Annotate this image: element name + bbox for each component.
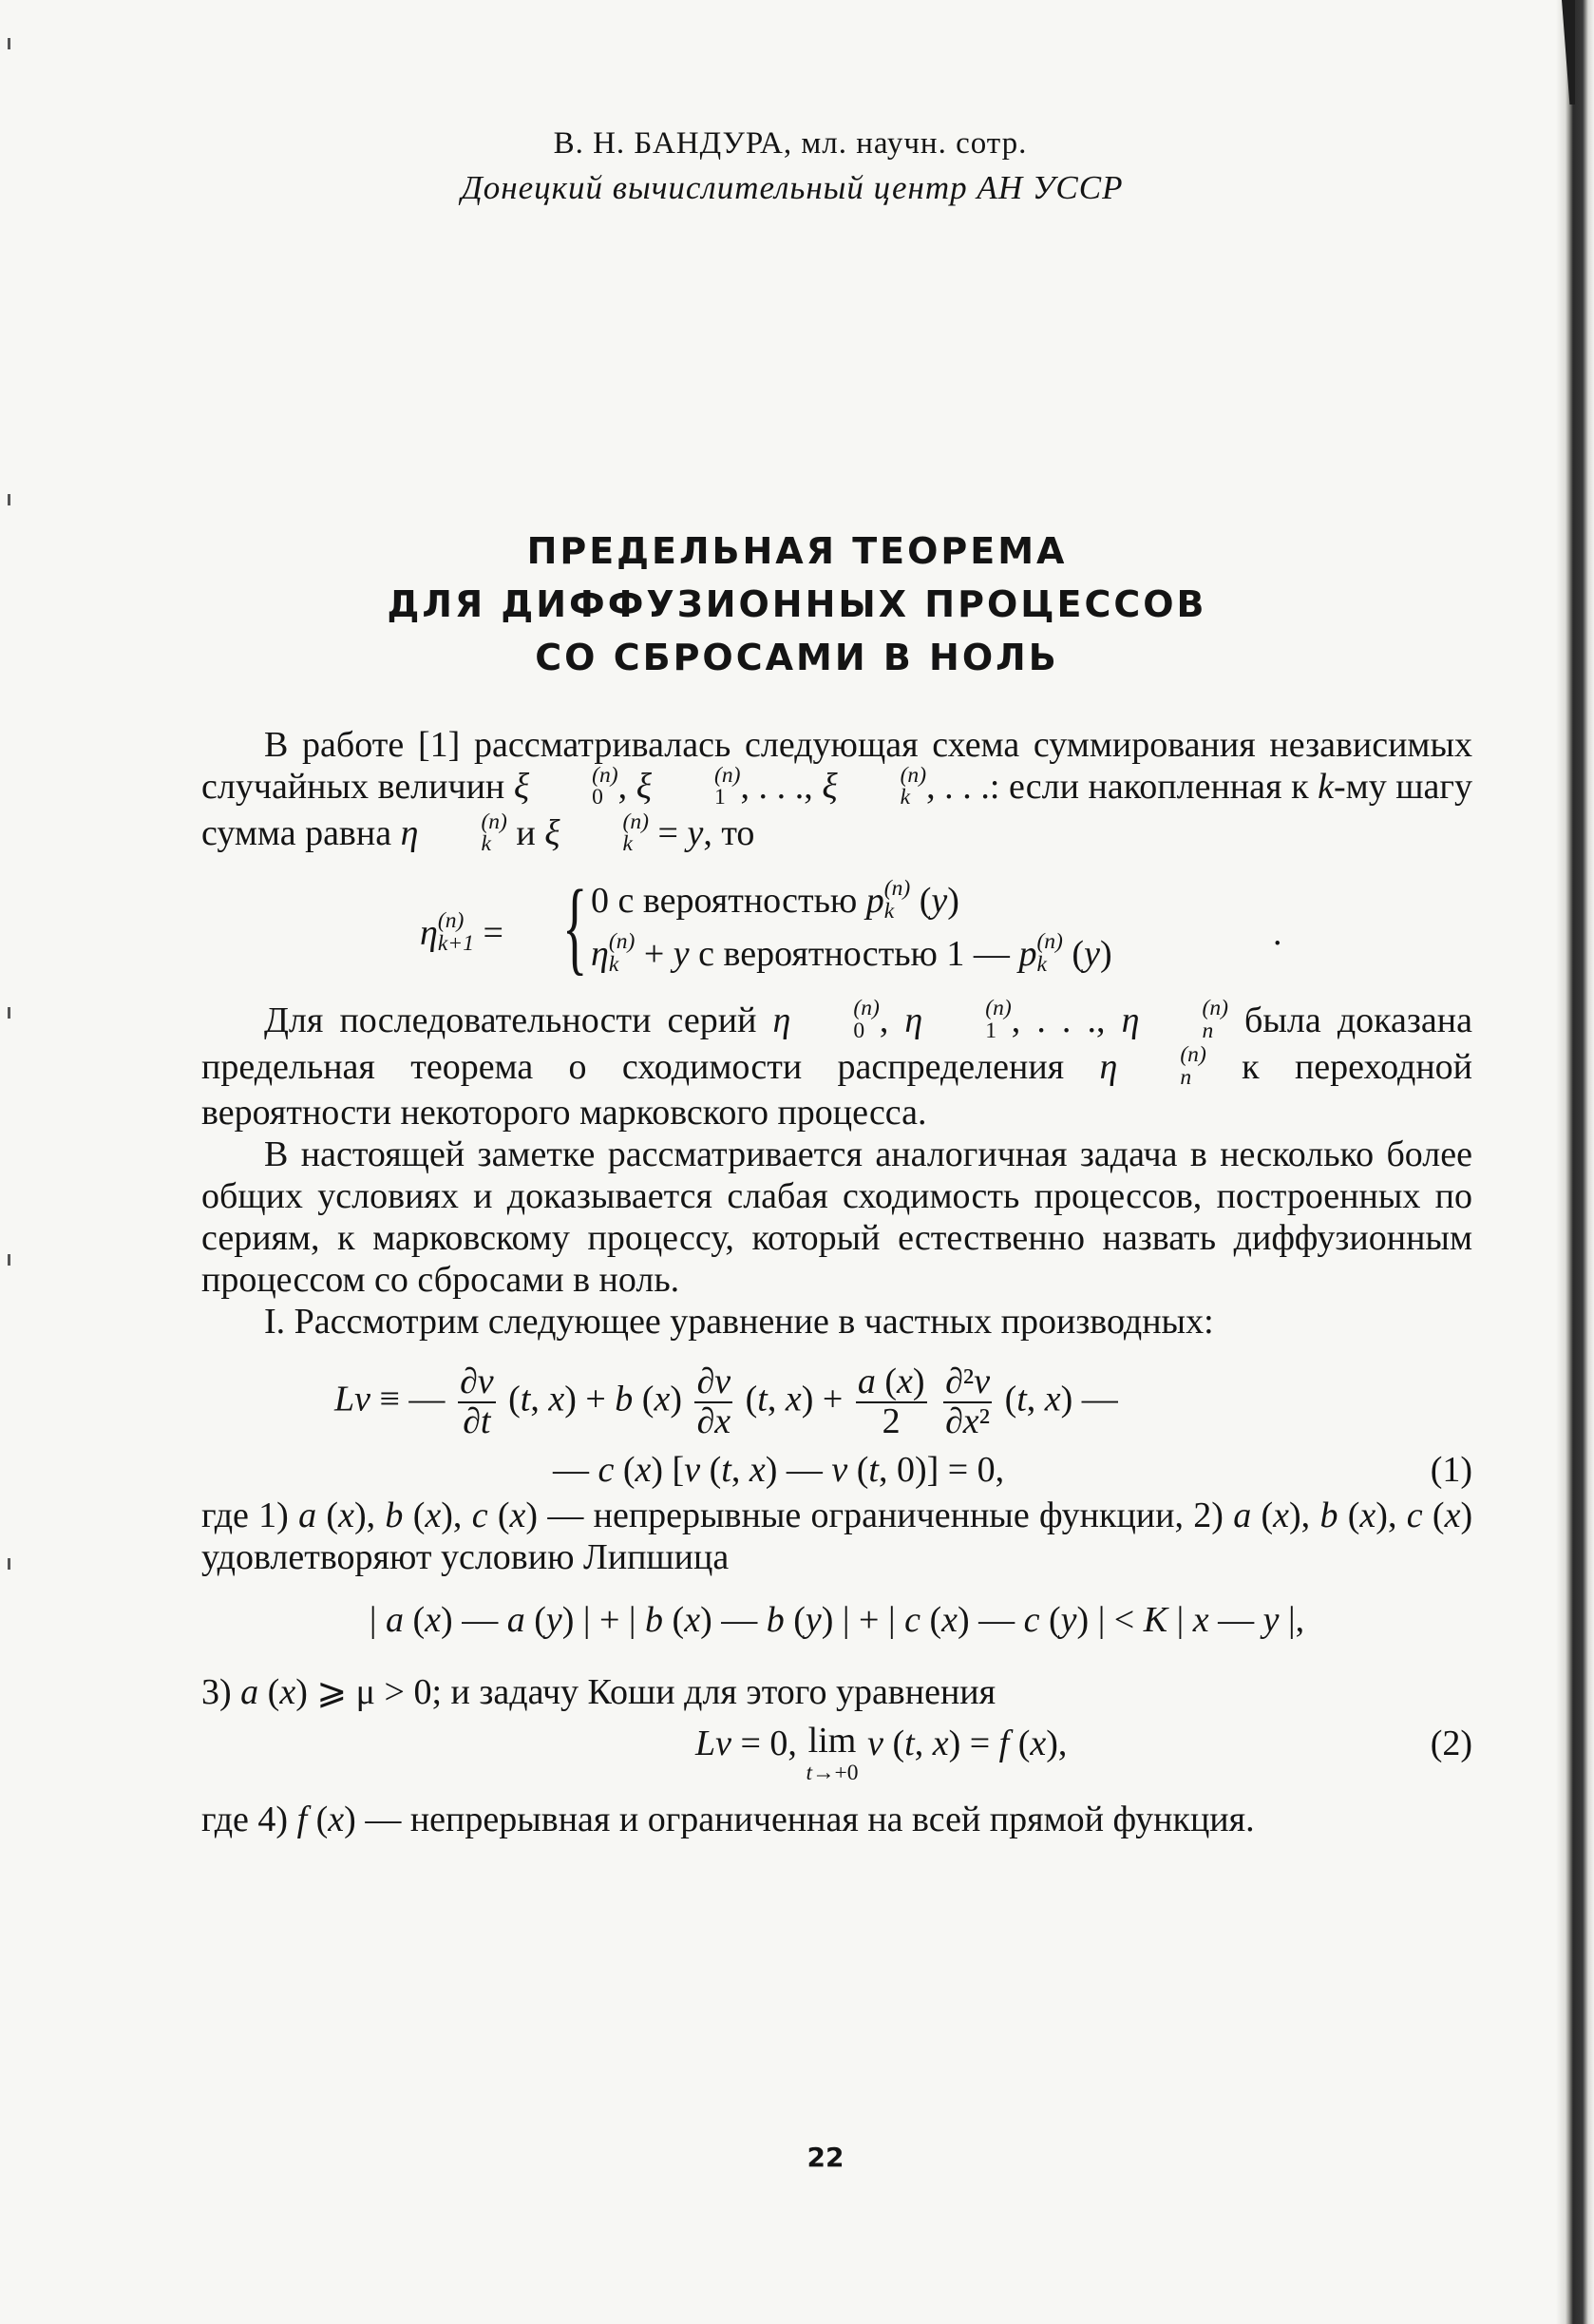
page-number: 22 xyxy=(806,2142,844,2173)
paragraph-conditions: где 1) a (x), b (x), c (x) — непрерывные ограниченные функции, 2) a (x), b (x), c (x) удовлетворяют условию Липшица xyxy=(201,1495,1473,1578)
scan-speck xyxy=(8,38,10,49)
case-2-text: с вероятностью 1 — xyxy=(689,933,1019,974)
article-title xyxy=(0,524,1594,684)
formula-cases: η (n) k+1 = { 0 с вероятностью p (n) k (y) η (n) k + y с вероятностью 1 — p (n) k (y) . xyxy=(420,867,1282,984)
equation-1: Lv ≡ — $\frac{\partial v}{\partial t}$ (t, x) + b (x) $\frac{\partial v}{\partial x}$ (t, x) + $\frac{a (x)}{2}$ $\frac{\text{∂²v}}{\text{∂x²}}$ (t, x) — — c (x) [v (t, x) — v (t, 0)] = 0, (1) xyxy=(334,1362,1472,1491)
scan-speck xyxy=(8,1007,10,1019)
lipschitz-condition: | a (x) — a (y) | + | b (x) — b (y) | + | c (x) — c (y) | < K | x — y |, xyxy=(369,1600,1305,1641)
paragraph-equation-intro: I. Рассмотрим следующее уравнение в частных производных: xyxy=(264,1302,1214,1343)
article-header xyxy=(0,124,1594,209)
title-line-3: СО СБРОСАМИ В НОЛЬ xyxy=(535,637,1059,678)
paragraph-cauchy: 3) a (x) ⩾ μ > 0; и задачу Коши для этого уравнения xyxy=(201,1672,996,1713)
paragraph-intro: В работе [1] рассматривалась следующая схема суммирования независимых случайных величин ξ (n) 0 , ξ (n) 1 , . . ., ξ (n) k , . . .: если накопленная к k-му шагу сумма равна η (n) k и ξ (n) k = y, то xyxy=(201,725,1473,857)
equation-2: Lv = 0, lim t→+0 v (t, x) = f (x), (2) xyxy=(695,1721,1472,1786)
case-1-text: 0 с вероятностью xyxy=(591,880,866,921)
equation-1-number: (1) xyxy=(1430,1450,1472,1491)
scan-page-edge xyxy=(1556,0,1594,2324)
scan-speck xyxy=(8,1558,10,1570)
title-line-1: ПРЕДЕЛЬНАЯ ТЕОРЕМА xyxy=(526,530,1068,572)
affiliation-line: Донецкий вычислительный центр АН УССР xyxy=(461,169,1124,206)
title-line-2: ДЛЯ ДИФФУЗИОННЫХ ПРОЦЕССОВ xyxy=(387,583,1207,625)
scan-speck xyxy=(8,494,10,505)
scan-speck xyxy=(8,1254,10,1266)
paragraph-function: где 4) f (x) — непрерывная и ограниченная на всей прямой функция. xyxy=(201,1800,1255,1840)
equation-2-number: (2) xyxy=(1430,1724,1472,1764)
author-line: В. Н. БАНДУРА, мл. научн. сотр. xyxy=(553,126,1028,161)
article-body xyxy=(201,724,1472,1840)
paragraph-note: В настоящей заметке рассматривается аналогичная задача в несколько более общих условиях и доказывается слабая сходимость процессов, построенных по сериям, к марковскому процессу, который естественно назвать диффузионным процессом со сбросами в ноль. xyxy=(201,1134,1472,1301)
paragraph-series: Для последовательности серий η (n) 0 , η (n) 1 , . . ., η (n) n была доказана предельная теорема о сходимости распределения η (n) n к переходной вероятности некоторого марковского процесса. xyxy=(201,996,1472,1133)
